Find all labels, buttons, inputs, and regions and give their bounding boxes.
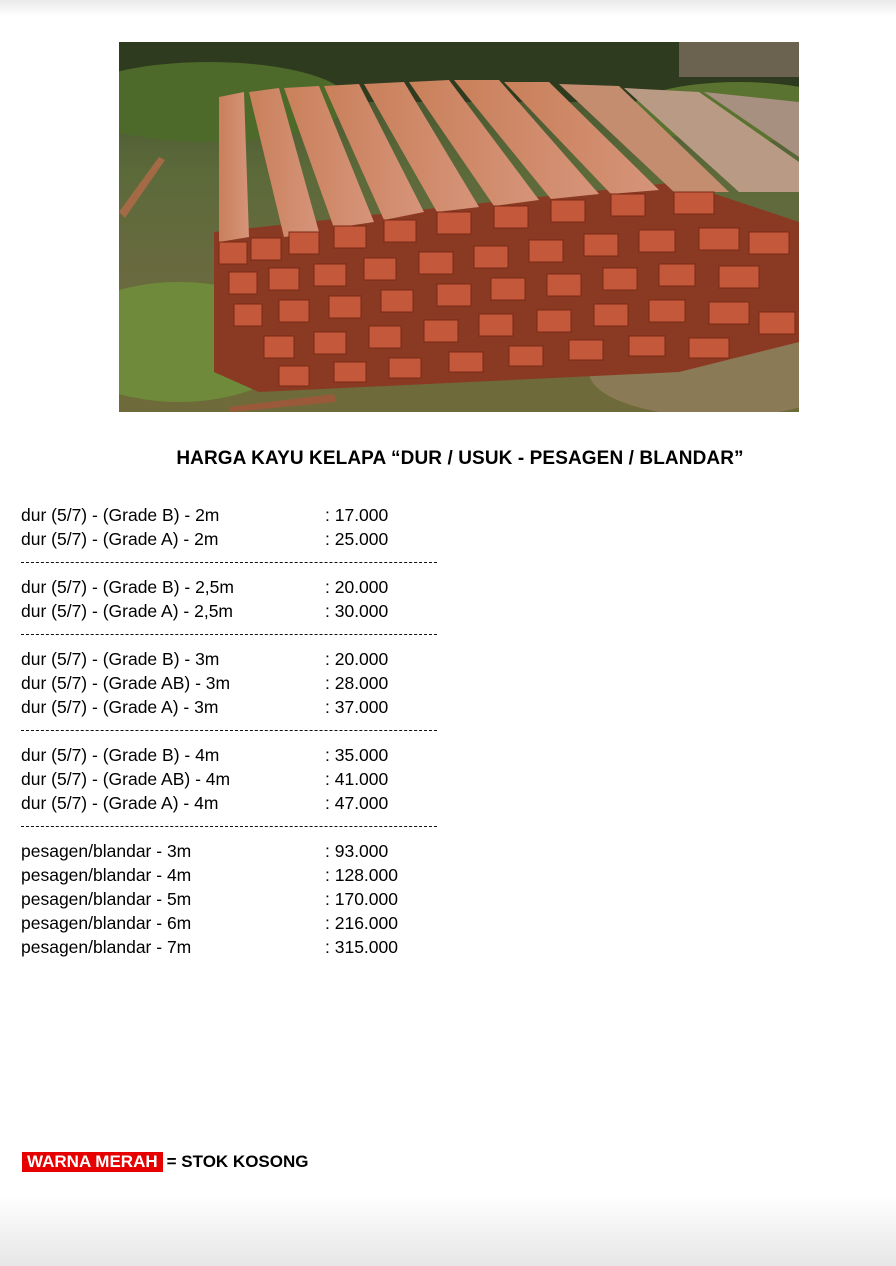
group-divider xyxy=(21,815,441,839)
price-row xyxy=(21,863,441,887)
item-label: dur (5/7) - (Grade B) - 3m xyxy=(21,649,220,669)
out-of-stock-color-tag: WARNA MERAH xyxy=(22,1152,163,1172)
item-price: : 170.000 xyxy=(325,889,398,909)
item-price: : 17.000 xyxy=(325,505,389,525)
group-divider xyxy=(21,623,441,647)
price-row xyxy=(21,767,441,791)
price-row xyxy=(21,839,441,863)
item-label: dur (5/7) - (Grade B) - 2m xyxy=(21,505,220,525)
item-label: dur (5/7) - (Grade B) - 4m xyxy=(21,745,220,765)
item-price: : 20.000 xyxy=(325,577,389,597)
price-row xyxy=(21,575,441,599)
price-row xyxy=(21,599,441,623)
price-row xyxy=(21,647,441,671)
price-row xyxy=(21,911,441,935)
wood-stack-photo xyxy=(119,42,799,412)
page-top-shadow xyxy=(0,0,896,16)
item-label: dur (5/7) - (Grade A) - 4m xyxy=(21,793,219,813)
item-price: : 93.000 xyxy=(325,841,389,861)
stock-legend xyxy=(22,1152,309,1172)
item-label: pesagen/blandar - 5m xyxy=(21,889,192,909)
item-price: : 25.000 xyxy=(325,529,389,549)
price-row xyxy=(21,527,441,551)
item-price: : 35.000 xyxy=(325,745,389,765)
item-label: dur (5/7) - (Grade AB) - 3m xyxy=(21,673,231,693)
item-price: : 20.000 xyxy=(325,649,389,669)
item-price: : 128.000 xyxy=(325,865,398,885)
item-label: pesagen/blandar - 4m xyxy=(21,865,192,885)
item-label: dur (5/7) - (Grade A) - 3m xyxy=(21,697,219,717)
item-price: : 315.000 xyxy=(325,937,398,957)
item-label: dur (5/7) - (Grade AB) - 4m xyxy=(21,769,231,789)
price-row xyxy=(21,671,441,695)
price-row xyxy=(21,887,441,911)
item-price: : 41.000 xyxy=(325,769,389,789)
item-label: pesagen/blandar - 3m xyxy=(21,841,192,861)
item-price: : 47.000 xyxy=(325,793,389,813)
price-row xyxy=(21,791,441,815)
item-label: pesagen/blandar - 6m xyxy=(21,913,192,933)
price-list xyxy=(21,503,441,959)
page-bottom-shadow xyxy=(0,1196,896,1266)
item-label: pesagen/blandar - 7m xyxy=(21,937,192,957)
price-row xyxy=(21,743,441,767)
item-label: dur (5/7) - (Grade A) - 2m xyxy=(21,529,219,549)
item-price: : 28.000 xyxy=(325,673,389,693)
item-price: : 216.000 xyxy=(325,913,398,933)
price-row xyxy=(21,503,441,527)
group-divider xyxy=(21,719,441,743)
item-label: dur (5/7) - (Grade A) - 2,5m xyxy=(21,601,234,621)
page-title: HARGA KAYU KELAPA “DUR / USUK - PESAGEN / BLANDAR” xyxy=(176,448,744,469)
price-row xyxy=(21,695,441,719)
group-divider xyxy=(21,551,441,575)
item-price: : 37.000 xyxy=(325,697,389,717)
item-label: dur (5/7) - (Grade B) - 2,5m xyxy=(21,577,234,597)
price-row xyxy=(21,935,441,959)
item-price: : 30.000 xyxy=(325,601,389,621)
legend-text: = STOK KOSONG xyxy=(166,1152,309,1171)
